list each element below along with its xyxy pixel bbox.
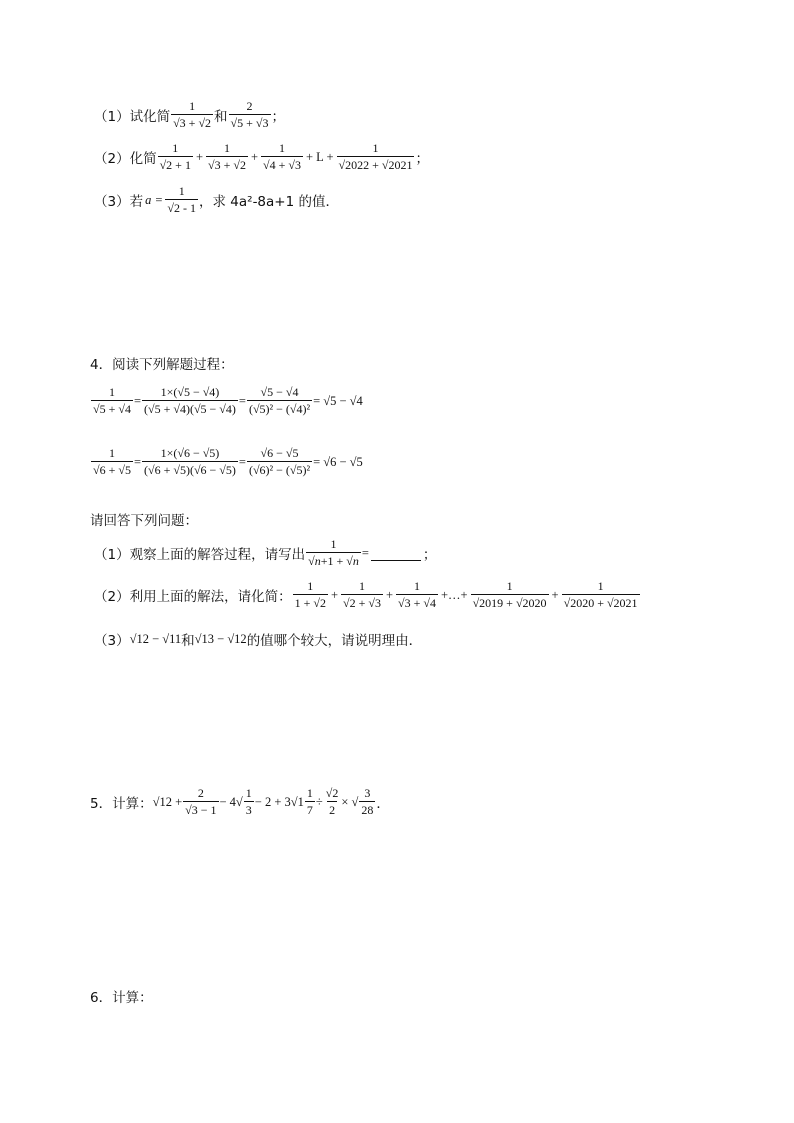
question-text: 的值哪个较大，请说明理由． [246,633,423,649]
question-4-part-1: （1）观察上面的解答过程，请写出 $\frac{1}{√n+1 + √n}$ = ； [94,537,437,568]
derivation-line-2: $\frac{1}{√6 + √5}$ = $\frac{1\times(√6 - √5)}{(√6 + √5)(√6 - √5)}$ = $\frac{√6 - √5}{\text{(√6)² − (√5)²}}$ = √6 − √5 [93,446,363,477]
question-4-part-3: （3） √12 − √11 和 √13 − √12 的值哪个较大，请说明理由． [94,629,422,649]
question-4-title [90,353,234,373]
problem-3-part-2: （2）化简 $\frac{1}{√2 + 1}$ + $\frac{1}{√3 + √2}$ + $\frac{1}{√4 + √3}$ + L + $\frac{1}{√2022 + √2021}$ ； [94,141,429,172]
terminator: ． [376,796,390,812]
fraction: $\frac{1}{√6 + √5}$ [93,446,131,477]
fraction: $\frac{1}{√2020 + √2021}$ [563,579,638,610]
question-5: 5．计算： √12 + $\frac{2}{√3 - 1}$ − 4√ $\frac{1}{3}$ − 2 + 3√1 $\frac{1}{7}$ ÷ $\frac{√2}{2}$ × √ $\frac{3}{28}$ ． [90,786,390,817]
question-4-prompt [90,509,198,529]
question-title: 5．计算： [90,796,153,812]
fraction: $\frac{1}{√2 + 1}$ [159,141,191,172]
terminator: ； [415,151,429,167]
problem-3-part-1 [94,99,285,131]
prompt-text: 请回答下列问题： [90,513,198,529]
fraction: $\frac{√2}{2}$ [325,786,339,817]
fraction: $\frac{1}{√3 + √2}$ [173,99,212,130]
question-4-part-2: （2）利用上面的解法，请化简： $\frac{1}{1 + √2}$ + $\frac{1}{√2 + √3}$ + $\frac{1}{√3 + √4}$ +…+ $\frac{1}{√2019 + √2020}$ + $\frac{1}{√2020 + √2021}$ [94,579,638,610]
question-title: 6．计算： [90,990,153,1006]
part-label: （1）试化简 [94,109,171,125]
fraction: $\frac{1}{1 + √2}$ [294,579,326,610]
part-label: （3） [94,633,130,649]
fraction: $\frac{2}{√3 - 1}$ [185,786,217,817]
fraction: $\frac{1}{√2 - 1}$ [167,184,196,215]
connector-text: 和 [181,633,195,649]
fraction: $\frac{1}{√3 + √4}$ [398,579,436,610]
fraction: $\frac{1}{√4 + √3}$ [263,141,301,172]
derivation-line-1: $\frac{1}{√5 + √4}$ = $\frac{1\times(√5 - √4)}{(√5 + √4)(√5 - √4)}$ = $\frac{√5 - √4}{\text{(√5)² − (√4)²}}$ = √5 − √4 [93,385,363,416]
fraction: $\frac{1}{√3 + √2}$ [208,141,246,172]
connector-text: 和 [214,109,228,125]
fraction: $\frac{1}{√2 + √3}$ [343,579,381,610]
fraction: $\frac{1}{√2022 + √2021}$ [338,141,413,172]
part-label: （3）若 [94,194,144,210]
part-text: （1）观察上面的解答过程，请写出 [94,547,306,563]
problem-3-part-3: （3）若 a = $\frac{1}{√2 - 1}$ ，求 4a²-8a+1 的值． [94,184,339,215]
terminator: ； [271,109,285,125]
question-6 [90,986,153,1006]
fraction: $\frac{1}{√n+1 + √n}$ [308,537,359,568]
fraction: $\frac{1}{3}$ [245,786,252,817]
fraction: $\frac{2}{√5 + √3}$ [230,99,269,130]
fraction: $\frac{1}{7}$ [306,786,313,817]
fraction: $\frac{1\times(√5 - √4)}{(√5 + √4)(√5 - √4)}$ [144,385,236,416]
part-text: （2）利用上面的解法，请化简： [94,589,292,605]
question-title: 4．阅读下列解题过程： [90,357,234,373]
terminator: ； [422,547,437,563]
part-label: （2）化简 [94,151,157,167]
fraction: $\frac{√6 - √5}{\text{(√6)² − (√5)²}}$ [248,446,311,477]
fraction: $\frac{1\times(√6 - √5)}{(√6 + √5)(√6 - √5)}$ [144,446,236,477]
fraction: $\frac{√5 - √4}{\text{(√5)² − (√4)²}}$ [248,385,311,416]
question-text: ，求 4a²-8a+1 的值． [199,194,339,210]
fraction: $\frac{1}{√5 + √4}$ [93,385,131,416]
answer-blank[interactable] [371,546,421,561]
fraction: $\frac{3}{28}$ [361,786,374,817]
fraction: $\frac{1}{√2019 + √2020}$ [472,579,547,610]
